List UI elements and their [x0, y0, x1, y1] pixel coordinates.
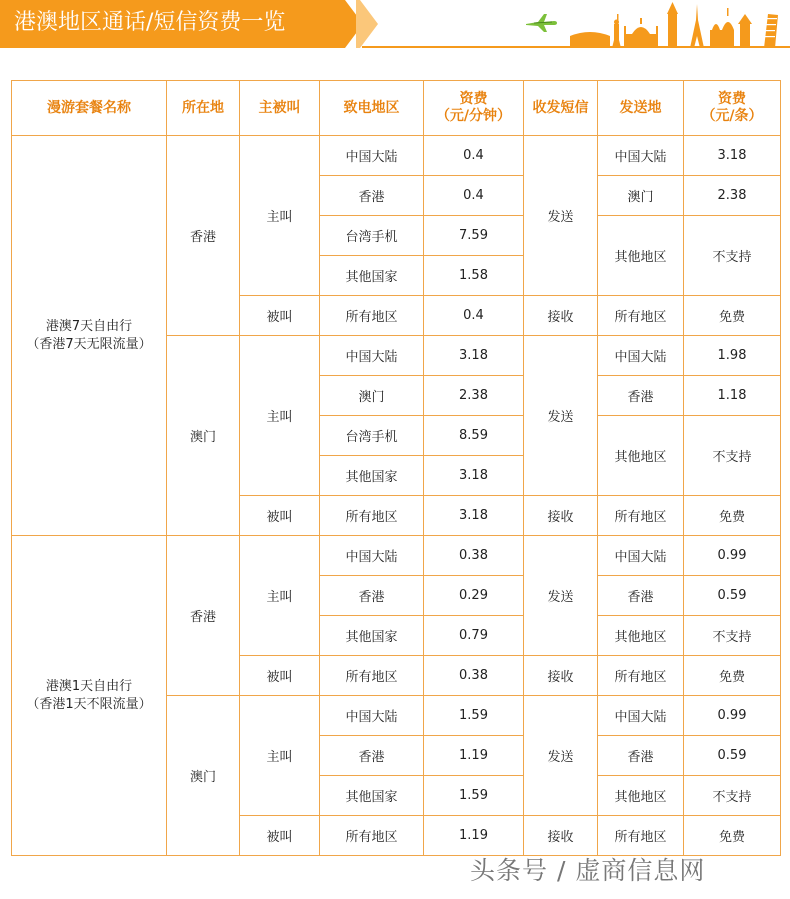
sms-dest-cell: 中国大陆 — [598, 136, 684, 176]
sms-dest-cell: 所有地区 — [598, 296, 684, 336]
sms-type-cell: 发送 — [524, 336, 598, 496]
sms-type-cell: 接收 — [524, 296, 598, 336]
call-fee-cell: 3.18 — [424, 496, 524, 536]
sms-dest-cell: 中国大陆 — [598, 536, 684, 576]
call-region-cell: 香港 — [320, 176, 424, 216]
sms-fee-cell: 不支持 — [684, 616, 781, 656]
sms-fee-cell: 3.18 — [684, 136, 781, 176]
sms-fee-cell: 0.99 — [684, 696, 781, 736]
header-sms-fee-line1: 资费 — [718, 91, 746, 107]
sms-type-cell: 接收 — [524, 816, 598, 856]
header-call-type: 主被叫 — [240, 81, 320, 136]
sms-fee-cell: 免费 — [684, 816, 781, 856]
header-sms-fee-line2: （元/条） — [701, 108, 763, 124]
sms-dest-cell: 香港 — [598, 736, 684, 776]
package-name — [12, 536, 167, 856]
header-sms: 收发短信 — [524, 81, 598, 136]
call-region-cell: 中国大陆 — [320, 336, 424, 376]
call-type-cell: 主叫 — [240, 696, 320, 816]
sms-fee-cell: 不支持 — [684, 216, 781, 296]
package-name-line1: 港澳1天自由行 — [45, 678, 133, 694]
call-type-cell: 主叫 — [240, 536, 320, 656]
call-fee-cell: 1.19 — [424, 736, 524, 776]
table-row — [12, 536, 781, 576]
sms-dest-cell: 中国大陆 — [598, 336, 684, 376]
sms-fee-cell: 0.99 — [684, 536, 781, 576]
call-fee-cell: 0.29 — [424, 576, 524, 616]
call-type-cell: 被叫 — [240, 656, 320, 696]
sms-fee-cell: 不支持 — [684, 776, 781, 816]
sms-dest-cell: 香港 — [598, 376, 684, 416]
sms-dest-cell: 所有地区 — [598, 496, 684, 536]
call-fee-cell: 0.4 — [424, 176, 524, 216]
call-region-cell: 台湾手机 — [320, 416, 424, 456]
sms-dest-cell: 香港 — [598, 576, 684, 616]
sms-dest-cell: 澳门 — [598, 176, 684, 216]
header-call-fee-line1: 资费 — [459, 91, 488, 107]
call-fee-cell: 0.38 — [424, 536, 524, 576]
call-fee-cell: 0.4 — [424, 296, 524, 336]
call-fee-cell: 0.38 — [424, 656, 524, 696]
sms-type-cell: 发送 — [524, 136, 598, 296]
call-fee-cell: 3.18 — [424, 336, 524, 376]
sms-dest-cell: 所有地区 — [598, 656, 684, 696]
banner-tab-accent — [356, 0, 378, 48]
sms-dest-cell: 所有地区 — [598, 816, 684, 856]
call-region-cell: 所有地区 — [320, 816, 424, 856]
sms-type-cell: 发送 — [524, 536, 598, 656]
call-fee-cell: 1.59 — [424, 696, 524, 736]
call-fee-cell: 8.59 — [424, 416, 524, 456]
sms-dest-cell: 其他地区 — [598, 416, 684, 496]
location-cell: 澳门 — [167, 336, 240, 536]
call-fee-cell: 0.4 — [424, 136, 524, 176]
airplane-icon — [524, 12, 558, 34]
call-fee-cell: 0.79 — [424, 616, 524, 656]
watermark: 头条号 / 虚商信息网 — [470, 856, 706, 885]
package-name-line1: 港澳7天自由行 — [45, 318, 133, 334]
call-region-cell: 所有地区 — [320, 496, 424, 536]
sms-fee-cell: 免费 — [684, 656, 781, 696]
header-package: 漫游套餐名称 — [12, 81, 167, 136]
call-fee-cell: 1.19 — [424, 816, 524, 856]
header-call-fee — [424, 81, 524, 136]
table-header-row — [12, 81, 781, 136]
landmarks-skyline-icon — [568, 0, 790, 48]
sms-type-cell: 接收 — [524, 656, 598, 696]
call-fee-cell: 3.18 — [424, 456, 524, 496]
call-region-cell: 其他国家 — [320, 256, 424, 296]
call-region-cell: 香港 — [320, 576, 424, 616]
call-fee-cell: 1.58 — [424, 256, 524, 296]
location-cell: 香港 — [167, 536, 240, 696]
call-fee-cell: 1.59 — [424, 776, 524, 816]
sms-fee-cell: 免费 — [684, 296, 781, 336]
header-sms-fee — [684, 81, 781, 136]
call-type-cell: 被叫 — [240, 816, 320, 856]
sms-type-cell: 发送 — [524, 696, 598, 816]
sms-fee-cell: 免费 — [684, 496, 781, 536]
page-title: 港澳地区通话/短信资费一览 — [14, 10, 286, 35]
call-region-cell: 所有地区 — [320, 656, 424, 696]
table-row — [12, 136, 781, 176]
location-cell: 澳门 — [167, 696, 240, 856]
call-type-cell: 主叫 — [240, 336, 320, 496]
sms-dest-cell: 其他地区 — [598, 616, 684, 656]
header-sms-dest: 发送地 — [598, 81, 684, 136]
call-region-cell: 中国大陆 — [320, 136, 424, 176]
sms-fee-cell: 0.59 — [684, 736, 781, 776]
header-call-fee-line2: （元/分钟） — [435, 108, 512, 124]
sms-dest-cell: 中国大陆 — [598, 696, 684, 736]
header-banner — [0, 0, 790, 48]
location-cell: 香港 — [167, 136, 240, 336]
sms-fee-cell: 1.98 — [684, 336, 781, 376]
call-region-cell: 台湾手机 — [320, 216, 424, 256]
call-region-cell: 中国大陆 — [320, 536, 424, 576]
call-type-cell: 被叫 — [240, 296, 320, 336]
sms-dest-cell: 其他地区 — [598, 776, 684, 816]
header-location: 所在地 — [167, 81, 240, 136]
call-region-cell: 其他国家 — [320, 456, 424, 496]
call-region-cell: 澳门 — [320, 376, 424, 416]
sms-fee-cell: 1.18 — [684, 376, 781, 416]
call-fee-cell: 7.59 — [424, 216, 524, 256]
sms-fee-cell: 2.38 — [684, 176, 781, 216]
call-region-cell: 其他国家 — [320, 776, 424, 816]
header-call-region: 致电地区 — [320, 81, 424, 136]
call-region-cell: 中国大陆 — [320, 696, 424, 736]
call-type-cell: 主叫 — [240, 136, 320, 296]
package-name-line2: （香港1天不限流量） — [26, 696, 152, 712]
call-fee-cell: 2.38 — [424, 376, 524, 416]
sms-dest-cell: 其他地区 — [598, 216, 684, 296]
sms-fee-cell: 0.59 — [684, 576, 781, 616]
call-type-cell: 被叫 — [240, 496, 320, 536]
package-name-line2: （香港7天无限流量） — [26, 336, 152, 352]
sms-fee-cell: 不支持 — [684, 416, 781, 496]
package-name — [12, 136, 167, 536]
sms-type-cell: 接收 — [524, 496, 598, 536]
call-region-cell: 所有地区 — [320, 296, 424, 336]
roaming-fee-table — [11, 80, 781, 856]
call-region-cell: 其他国家 — [320, 616, 424, 656]
call-region-cell: 香港 — [320, 736, 424, 776]
